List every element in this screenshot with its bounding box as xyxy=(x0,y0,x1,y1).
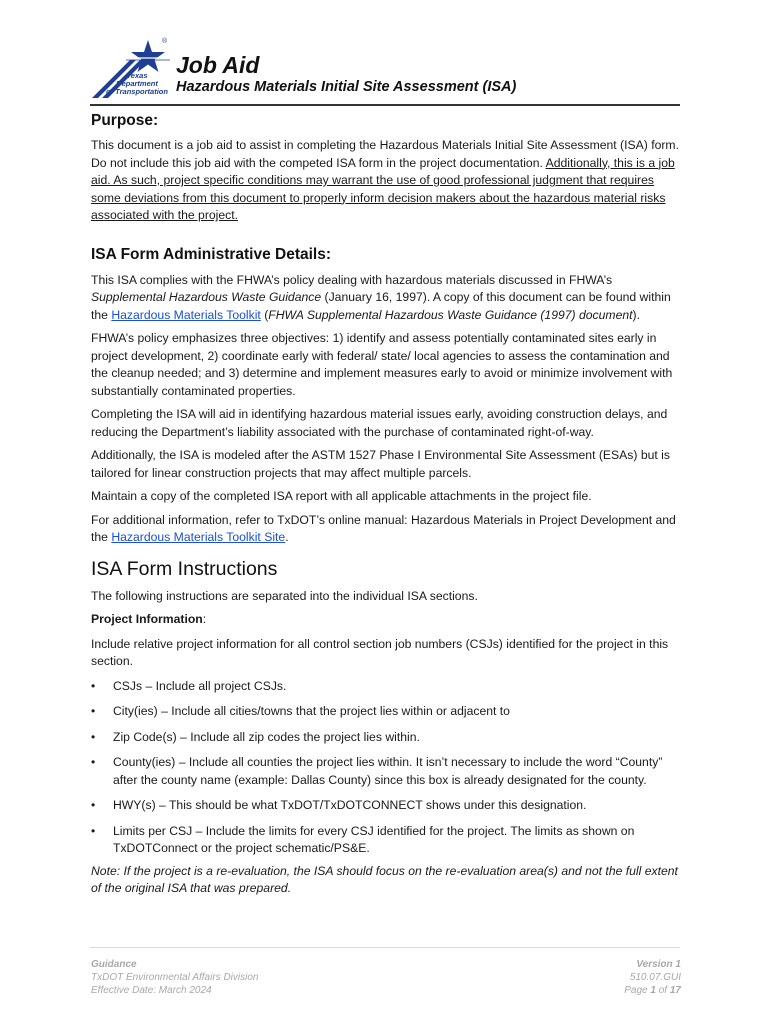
admin-paragraph-1 xyxy=(91,272,681,325)
admin-paragraph-4: Additionally, the ISA is modeled after the ASTM 1527 Phase I Environmental Site Assessment (ESAs) but is tailored for linear construction projects that may affect multiple parcels. xyxy=(91,448,670,480)
logo-line-2: Department xyxy=(116,79,158,88)
logo-line-1: Texas xyxy=(126,71,148,80)
hazardous-materials-toolkit-site-link[interactable]: Hazardous Materials Toolkit Site xyxy=(111,530,286,544)
admin-p1-text-d: ). xyxy=(632,307,640,322)
purpose-paragraph xyxy=(91,137,681,225)
footer-effective-date: Effective Date: March 2024 xyxy=(91,985,212,996)
footer-page-number xyxy=(624,984,681,997)
page-of: of xyxy=(655,985,670,996)
project-information-label: Project Information xyxy=(91,612,203,626)
footer-version: Version 1 xyxy=(636,959,681,970)
admin-paragraph-6 xyxy=(91,512,681,547)
footer-left xyxy=(91,958,258,997)
footer-right xyxy=(624,958,681,997)
footer-divider xyxy=(90,947,680,948)
footer-doc-number: 510.07.GUI xyxy=(629,972,681,983)
job-aid-label: Job Aid xyxy=(176,52,260,78)
project-information-colon: : xyxy=(202,612,207,626)
admin-p1-italic: Supplemental Hazardous Waste Guidance xyxy=(91,290,322,304)
purpose-underlined-text: Additionally, this is a job aid. As such, project specific conditions may warrant the use of good professional judgment that requires some deviations from this document to properly inform decision makers about the hazardous material risks associated with the project. xyxy=(91,155,675,222)
project-information-heading xyxy=(91,611,681,629)
admin-p1-text-a: This ISA complies with the FHWA’s policy dealing with hazardous materials discussed in FHWA’s xyxy=(91,272,613,287)
page-current: 1 xyxy=(650,985,656,996)
admin-paragraph-2: FHWA’s policy emphasizes three objectives: 1) identify and assess potentially contaminated sites early in project development, 2) coordinate early with federal/ state/ local agencies to assess the contamination and the cleanup needed; and 3) determine and implement measures early to avoid or minimize involvement with substantially contaminated properties. xyxy=(91,331,673,398)
project-information-list xyxy=(91,678,681,858)
list-item: • City(ies) – Include all cities/towns that the project lies within or adjacent to xyxy=(91,703,681,721)
admin-p1-text-b: (January 16, 1997). A copy of this document can be found within the xyxy=(91,290,671,322)
list-item: • Zip Code(s) – Include all zip codes the project lies within. xyxy=(91,729,681,747)
page-total: 17 xyxy=(669,985,681,996)
logo-line-3: of Transportation xyxy=(106,87,168,96)
list-item: • Limits per CSJ – Include the limits for every CSJ identified for the project. The limits as shown on TxDOTConnect or the project schematic/PS&E. xyxy=(91,823,681,858)
document-title: Hazardous Materials Initial Site Assessment (ISA) xyxy=(176,79,517,95)
list-item: • CSJs – Include all project CSJs. xyxy=(91,678,681,696)
instructions-heading: ISA Form Instructions xyxy=(91,557,278,580)
hazardous-materials-toolkit-link[interactable]: Hazardous Materials Toolkit xyxy=(111,307,261,322)
logo-wordmark xyxy=(106,72,168,96)
admin-p1-text-c: ( xyxy=(260,307,269,322)
footer-division: TxDOT Environmental Affairs Division xyxy=(91,972,259,983)
registered-mark: ® xyxy=(162,38,168,45)
admin-p6-text-b: . xyxy=(285,530,289,544)
project-information-intro: Include relative project information for all control section job numbers (CSJs) identified for the project in this section. xyxy=(91,636,669,668)
header-divider xyxy=(90,104,680,106)
purpose-text: This document is a job aid to assist in completing the Hazardous Materials Initial Site Assessment (ISA) form. Do not include this job aid with the competed ISA form in the project documentation. xyxy=(91,138,679,170)
footer-doc-type: Guidance xyxy=(91,959,137,970)
admin-paragraph-3: Completing the ISA will aid in identifying hazardous material issues early, avoiding construction delays, and reducing the Department’s liability associated with the purchase of contaminated right-of-way. xyxy=(91,407,668,439)
admin-heading: ISA Form Administrative Details: xyxy=(91,245,332,263)
admin-p1-italic-2: FHWA Supplemental Hazardous Waste Guidance (1997) document xyxy=(268,307,633,322)
list-item: • County(ies) – Include all counties the project lies within. It isn’t necessary to include the word “County” after the county name (example: Dallas County) since this box is already designated for the county. xyxy=(91,754,681,789)
re-evaluation-note: Note: If the project is a re-evaluation, the ISA should focus on the re-evaluation area(s) and not the full extent of the original ISA that was prepared. xyxy=(91,863,678,895)
purpose-heading: Purpose: xyxy=(91,112,159,129)
admin-p6-text-a: For additional information, refer to TxDOT’s online manual: Hazardous Materials in Project Development and the xyxy=(91,512,676,544)
instructions-intro: The following instructions are separated into the individual ISA sections. xyxy=(91,588,478,603)
page-prefix: Page xyxy=(624,985,651,996)
list-item: • HWY(s) – This should be what TxDOT/TxDOTCONNECT shows under this designation. xyxy=(91,797,681,815)
document-body xyxy=(91,112,681,898)
admin-paragraph-5: Maintain a copy of the completed ISA report with all applicable attachments in the project file. xyxy=(91,489,592,503)
